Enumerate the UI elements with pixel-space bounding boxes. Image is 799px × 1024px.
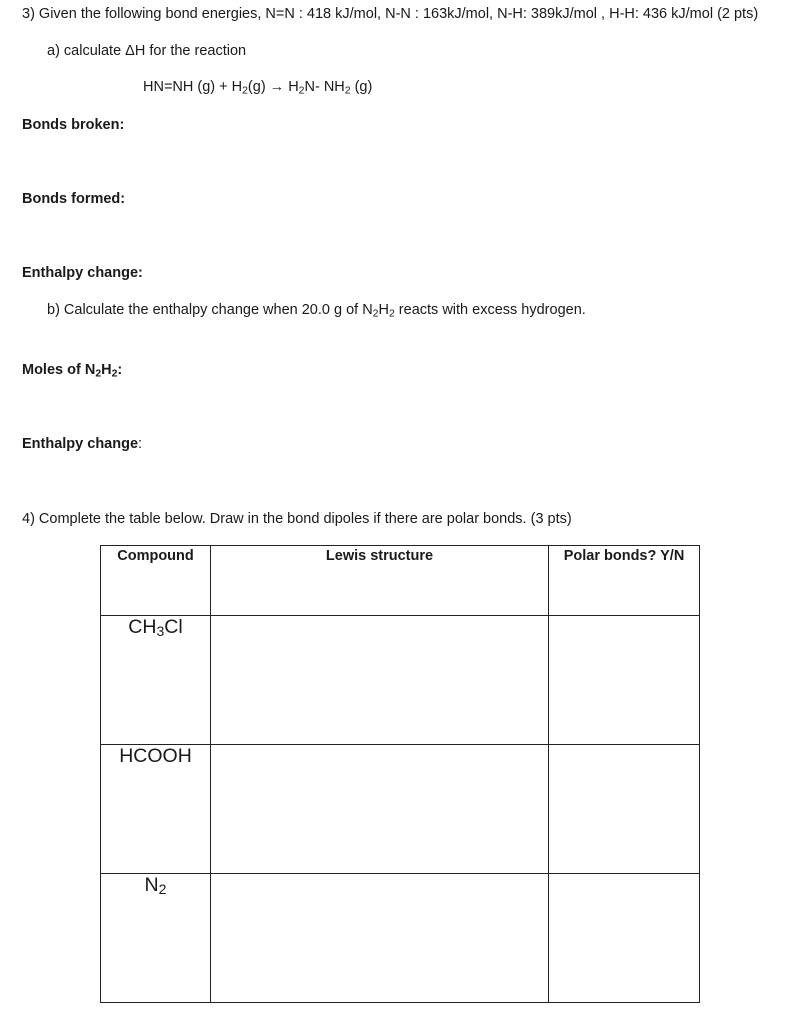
header-compound: Compound (101, 546, 211, 616)
lewis-structure-cell[interactable] (211, 874, 549, 1003)
label-part: Moles of N (22, 362, 96, 378)
subscript: 2 (372, 308, 379, 320)
enthalpy-change-label-2 (22, 436, 142, 452)
equation-part: (g) (350, 79, 373, 95)
equation-part: N- NH (304, 79, 345, 95)
table-row (101, 874, 700, 1003)
enthalpy-change-label: Enthalpy change: (22, 265, 143, 281)
subscript: 2 (388, 308, 395, 320)
equation-part: HN=NH (g) + H (143, 79, 243, 95)
header-polar-bonds: Polar bonds? Y/N (549, 546, 700, 616)
polar-bonds-cell[interactable] (549, 874, 700, 1003)
label-part: : (117, 362, 123, 378)
subscript: 2 (111, 368, 118, 380)
table-header-row (101, 546, 700, 616)
compound-text: Cl (164, 616, 183, 638)
prompt-part: H (378, 302, 389, 318)
compound-cell (101, 616, 211, 745)
subscript: 3 (156, 623, 165, 640)
table-row (101, 616, 700, 745)
prompt-part: reacts with excess hydrogen. (394, 302, 586, 318)
label-part: Enthalpy change (22, 436, 139, 452)
question-3a-prompt: a) calculate ΔH for the reaction (47, 43, 247, 59)
polar-bonds-cell[interactable] (549, 745, 700, 874)
compound-text: N (144, 874, 159, 896)
equation-part: (g) → H (247, 79, 299, 95)
table-row (101, 745, 700, 874)
label-part: H (101, 362, 112, 378)
bonds-formed-label: Bonds formed: (22, 191, 126, 207)
reaction-equation (143, 79, 372, 95)
subscript: 2 (95, 368, 102, 380)
header-lewis-structure: Lewis structure (211, 546, 549, 616)
subscript: 2 (158, 881, 167, 898)
compound-text: HCOOH (119, 745, 192, 767)
question-3-prompt: 3) Given the following bond energies, N=N : 418 kJ/mol, N-N : 163kJ/mol, N-H: 389kJ/mol , H-H: 436 kJ/mol (2 pts) (22, 6, 759, 22)
lewis-structure-cell[interactable] (211, 745, 549, 874)
lewis-structure-cell[interactable] (211, 616, 549, 745)
compound-table (100, 545, 700, 1003)
question-4-prompt: 4) Complete the table below. Draw in the bond dipoles if there are polar bonds. (3 pts) (22, 511, 572, 527)
moles-label (22, 362, 122, 378)
bonds-broken-label: Bonds broken: (22, 117, 125, 133)
subscript: 2 (344, 85, 351, 97)
subscript: 2 (298, 85, 305, 97)
label-part: : (138, 436, 143, 452)
prompt-part: b) Calculate the enthalpy change when 20.0 g of N (47, 302, 373, 318)
compound-cell (101, 874, 211, 1003)
polar-bonds-cell[interactable] (549, 616, 700, 745)
subscript: 2 (242, 85, 248, 97)
compound-cell (101, 745, 211, 874)
question-3b-prompt (47, 302, 586, 318)
compound-text: CH (128, 616, 157, 638)
